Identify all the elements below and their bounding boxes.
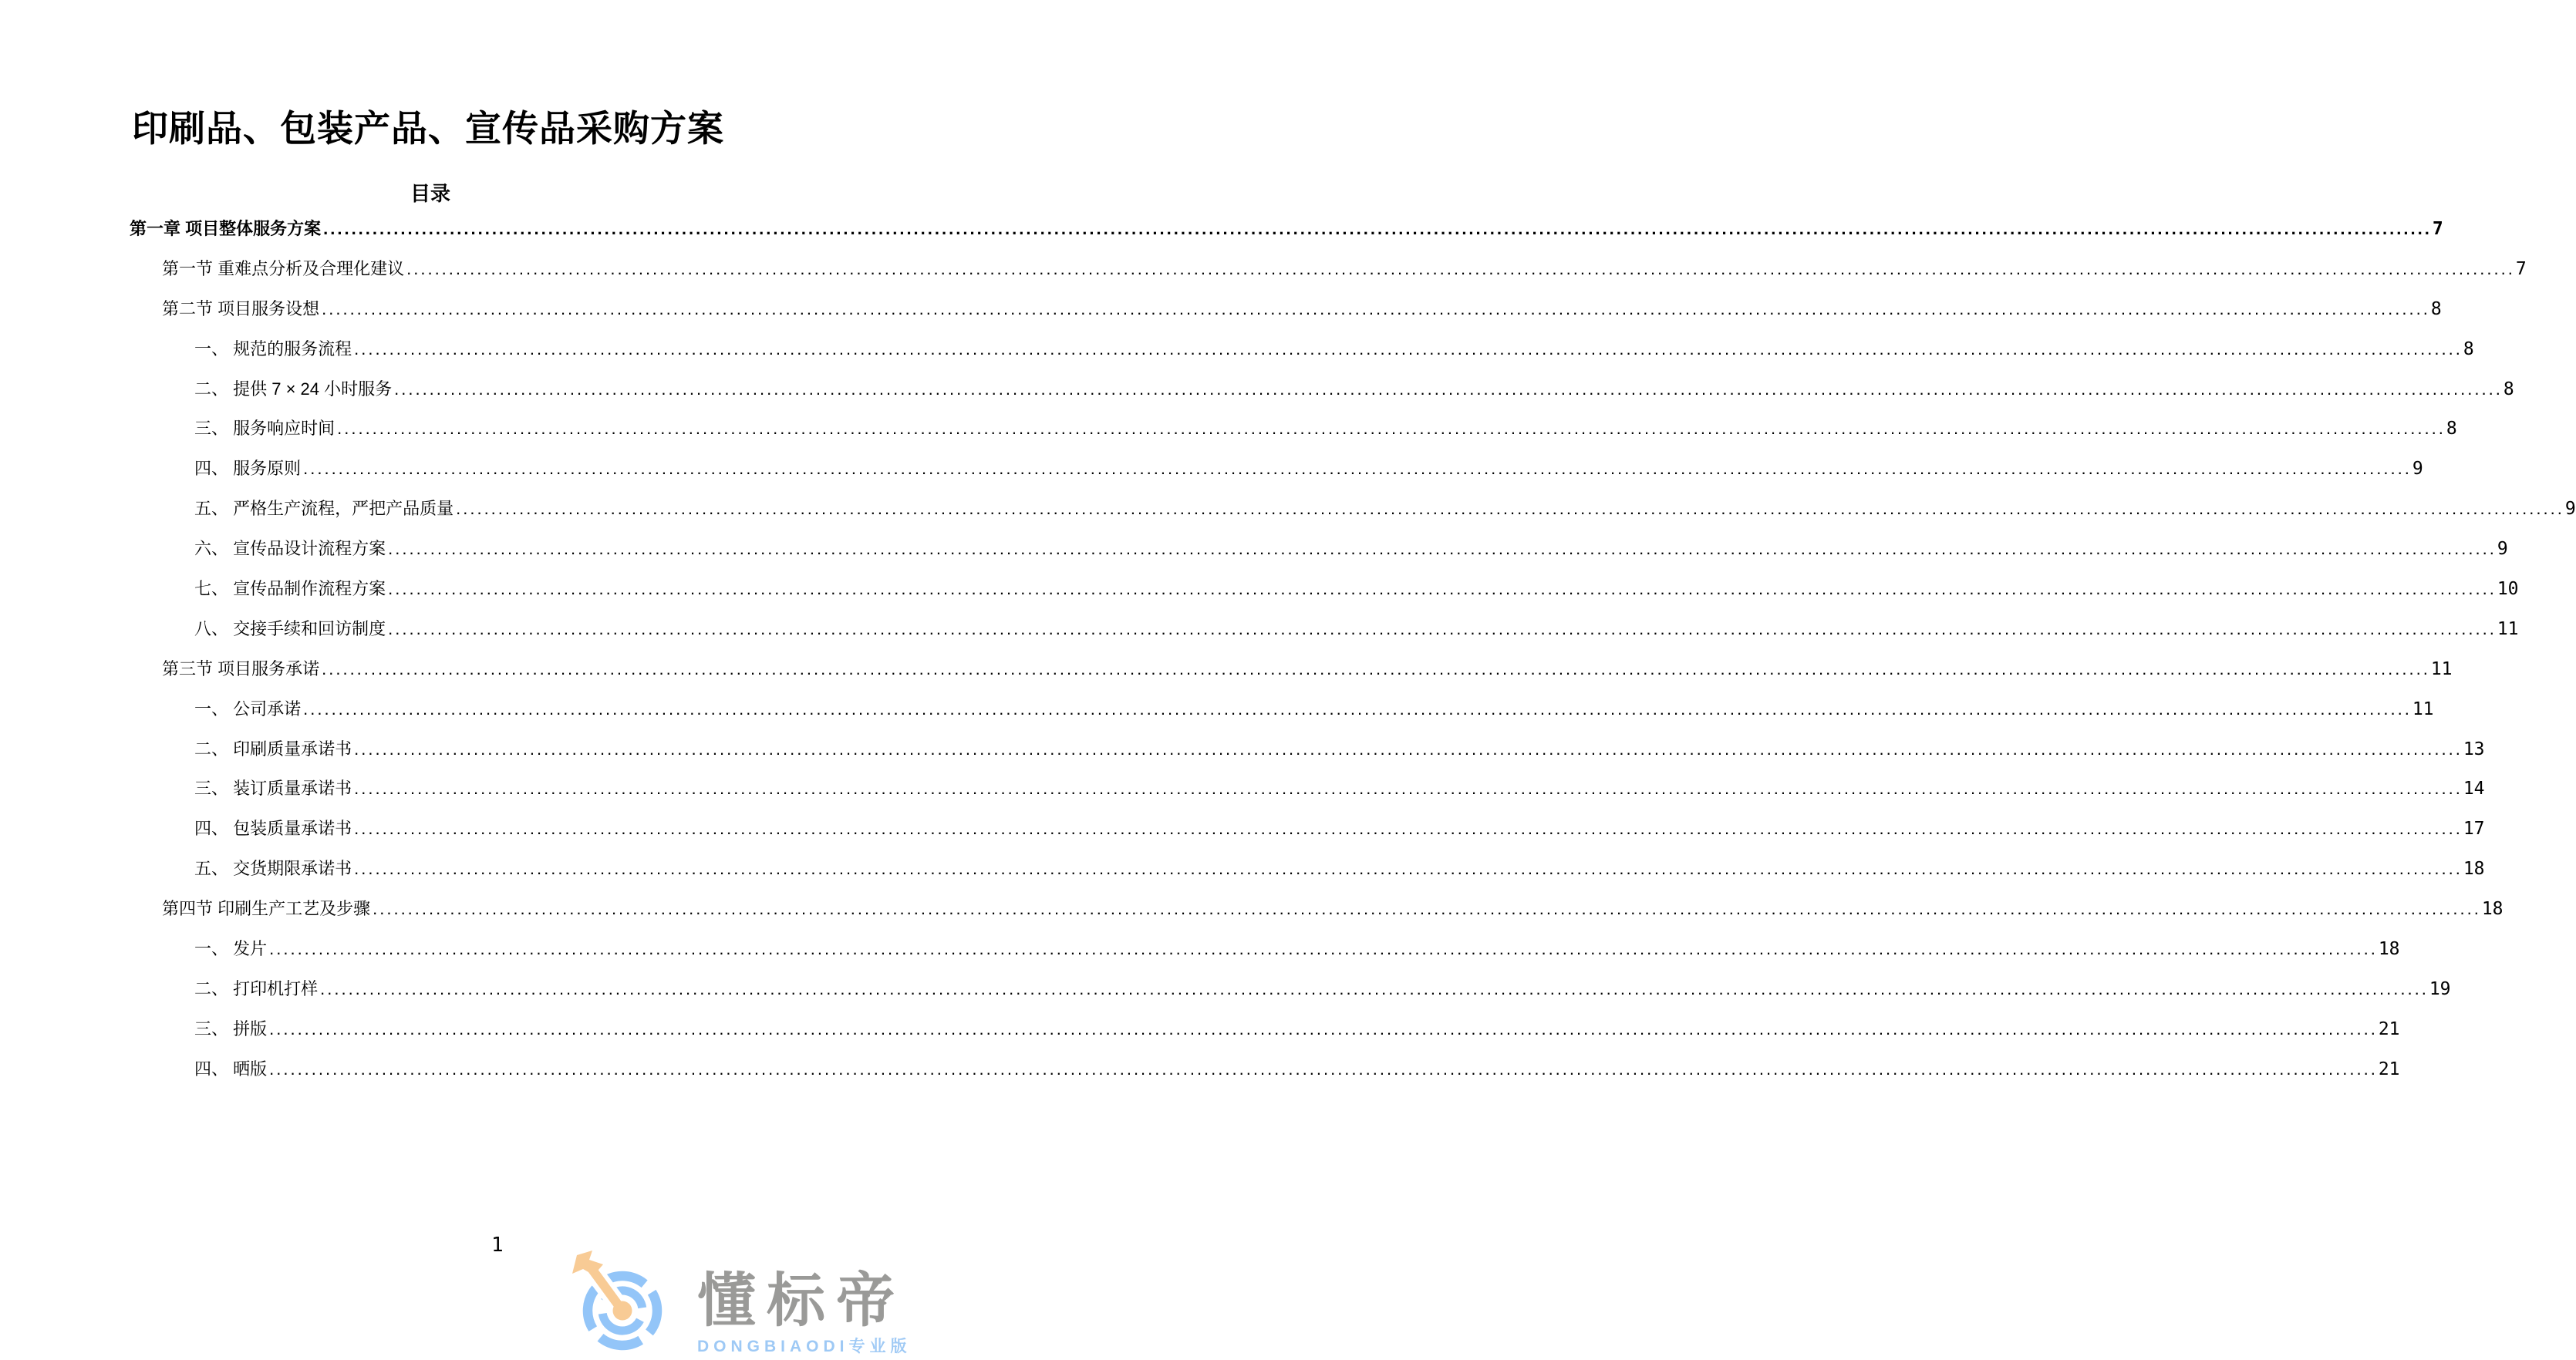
toc-entry-label: 七、 宣传品制作流程方案	[194, 579, 386, 599]
toc-dot-leader: ............................................................................................................................................................................................................................................................................................................	[323, 219, 2432, 238]
toc-entry-label: 第一节 重难点分析及合理化建议	[162, 258, 405, 278]
toc-entry-label: 二、 印刷质量承诺书	[194, 739, 352, 759]
table-of-contents	[130, 209, 2576, 1089]
toc-entry-label: 三、 服务响应时间	[194, 419, 335, 439]
toc-entry-page-number: 7	[2515, 258, 2527, 279]
toc-dot-leader: ............................................................................................................................................................................................................................................................................................................	[354, 779, 2463, 799]
toc-entry-page-number: 7	[2432, 219, 2443, 239]
toc-entry	[130, 889, 2504, 929]
toc-entry-label: 四、 包装质量承诺书	[194, 819, 352, 839]
toc-entry-label: 二、 打印机打样	[194, 978, 319, 998]
toc-dot-leader: ............................................................................................................................................................................................................................................................................................................	[373, 899, 2481, 919]
toc-entry-label: 五、 严格生产流程，严把产品质量	[194, 499, 454, 519]
toc-dot-leader: ............................................................................................................................................................................................................................................................................................................	[388, 539, 2497, 559]
toc-entry	[130, 569, 2519, 609]
toc-entry	[130, 609, 2519, 649]
toc-entry-page-number: 17	[2463, 819, 2485, 840]
toc-entry-page-number: 8	[2430, 298, 2442, 319]
footer-page-number: 1	[491, 1234, 504, 1257]
toc-entry	[130, 769, 2485, 809]
toc-entry-page-number: 9	[2497, 539, 2508, 560]
toc-dot-leader: ............................................................................................................................................................................................................................................................................................................	[456, 499, 2564, 519]
toc-entry-label: 八、 交接手续和回访制度	[194, 618, 386, 638]
toc-entry-label: 一、 发片	[194, 939, 268, 959]
toc-entry	[130, 1049, 2400, 1089]
toc-dot-leader: ............................................................................................................................................................................................................................................................................................................	[388, 618, 2497, 638]
toc-dot-leader: ............................................................................................................................................................................................................................................................................................................	[354, 859, 2463, 879]
toc-entry	[130, 1009, 2400, 1049]
toc-entry	[130, 329, 2474, 369]
toc-dot-leader: ............................................................................................................................................................................................................................................................................................................	[354, 739, 2463, 759]
toc-entry-page-number: 11	[2430, 658, 2453, 679]
target-dart-icon	[571, 1251, 673, 1360]
toc-dot-leader: ............................................................................................................................................................................................................................................................................................................	[354, 819, 2463, 839]
toc-entry-page-number: 13	[2463, 739, 2485, 759]
brand-wordmark	[697, 1268, 912, 1355]
toc-dot-leader: ............................................................................................................................................................................................................................................................................................................	[394, 379, 2503, 399]
toc-entry	[130, 289, 2442, 329]
toc-entry-label: 四、 服务原则	[194, 459, 302, 479]
toc-dot-leader: ............................................................................................................................................................................................................................................................................................................	[337, 419, 2446, 439]
toc-entry-page-number: 8	[2503, 379, 2514, 399]
toc-entry-page-number: 19	[2429, 978, 2451, 999]
brand-name: 懂标帝	[697, 1268, 905, 1334]
toc-entry	[130, 369, 2514, 409]
toc-entry	[130, 249, 2527, 289]
toc-dot-leader: ............................................................................................................................................................................................................................................................................................................	[269, 1018, 2378, 1039]
toc-entry-page-number: 18	[2463, 859, 2485, 880]
toc-entry-label: 五、 交货期限承诺书	[194, 859, 352, 879]
toc-entry-label: 六、 宣传品设计流程方案	[194, 539, 386, 559]
toc-entry	[130, 929, 2400, 969]
toc-entry-label: 第三节 项目服务承诺	[162, 658, 320, 678]
toc-entry	[130, 729, 2485, 769]
toc-entry	[130, 689, 2434, 729]
toc-entry-page-number: 10	[2497, 579, 2519, 600]
toc-entry-label: 第一章 项目整体服务方案	[130, 219, 322, 238]
toc-entry-page-number: 21	[2378, 1018, 2400, 1039]
toc-entry-label: 一、 规范的服务流程	[194, 338, 352, 359]
toc-entry	[130, 489, 2576, 529]
toc-dot-leader: ............................................................................................................................................................................................................................................................................................................	[354, 338, 2463, 359]
toc-entry	[130, 969, 2451, 1009]
toc-entry-page-number: 18	[2378, 939, 2400, 960]
toc-entry-label: 三、 装订质量承诺书	[194, 779, 352, 799]
toc-dot-leader: ............................................................................................................................................................................................................................................................................................................	[406, 258, 2515, 278]
toc-dot-leader: ............................................................................................................................................................................................................................................................................................................	[388, 579, 2497, 599]
toc-entry-page-number: 9	[2564, 499, 2576, 520]
toc-dot-leader: ............................................................................................................................................................................................................................................................................................................	[322, 298, 2430, 318]
toc-entry-page-number: 8	[2446, 419, 2457, 439]
toc-entry-label: 四、 晒版	[194, 1059, 268, 1079]
toc-entry-label: 第四节 印刷生产工艺及步骤	[162, 899, 371, 919]
toc-dot-leader: ............................................................................................................................................................................................................................................................................................................	[269, 1059, 2378, 1079]
toc-entry	[130, 809, 2485, 849]
toc-dot-leader: ............................................................................................................................................................................................................................................................................................................	[320, 978, 2429, 998]
toc-dot-leader: ............................................................................................................................................................................................................................................................................................................	[303, 459, 2412, 479]
brand-subtitle: DONGBIAODI专业版	[697, 1338, 912, 1355]
toc-entry	[130, 449, 2423, 489]
toc-heading: 目录	[410, 182, 450, 205]
toc-entry	[130, 649, 2453, 689]
toc-entry-page-number: 18	[2481, 899, 2504, 920]
toc-entry-page-number: 8	[2463, 338, 2474, 359]
toc-entry-page-number: 9	[2412, 459, 2423, 480]
toc-dot-leader: ............................................................................................................................................................................................................................................................................................................	[322, 658, 2430, 678]
toc-entry-label: 三、 拼版	[194, 1018, 268, 1039]
document-title: 印刷品、包装产品、宣传品采购方案	[132, 108, 724, 149]
toc-entry	[130, 409, 2457, 449]
toc-dot-leader: ............................................................................................................................................................................................................................................................................................................	[269, 939, 2378, 959]
toc-entry-page-number: 11	[2412, 699, 2434, 719]
toc-entry-page-number: 21	[2378, 1059, 2400, 1079]
toc-entry-label: 一、 公司承诺	[194, 699, 302, 719]
toc-entry-page-number: 14	[2463, 779, 2485, 800]
toc-dot-leader: ............................................................................................................................................................................................................................................................................................................	[303, 699, 2412, 719]
toc-entry	[130, 209, 2443, 249]
toc-entry-label: 第二节 项目服务设想	[162, 298, 320, 318]
toc-entry	[130, 529, 2508, 569]
toc-entry	[130, 849, 2485, 889]
brand-watermark	[571, 1251, 912, 1360]
toc-entry-page-number: 11	[2497, 618, 2519, 639]
toc-entry-label: 二、 提供 7 × 24 小时服务	[194, 379, 393, 399]
